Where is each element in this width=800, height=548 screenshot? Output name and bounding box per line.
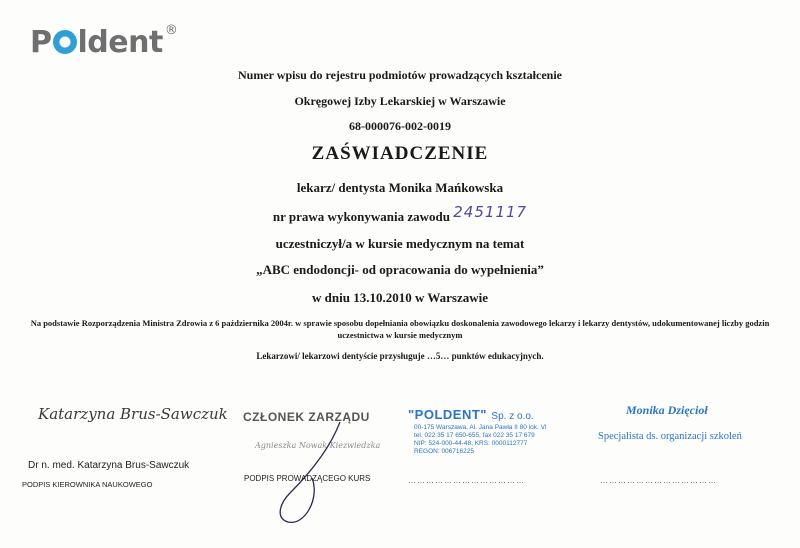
- scientific-director-role: PODPIS KIEROWNIKA NAUKOWEGO: [22, 480, 153, 489]
- poldent-logo: [30, 22, 178, 62]
- certificate-title: ZAŚWIADCZENIE: [311, 143, 489, 164]
- registered-mark: ®: [164, 22, 178, 38]
- education-points: Lekarzowi/ lekarzowi dentyście przysługuje …5… punktów edukacyjnych.: [256, 351, 544, 361]
- company-stamp: [408, 406, 598, 456]
- legal-basis-line-1: Na podstawie Rozporządzenia Ministra Zdrowia z 6 października 2004r. w sprawie sposobu dopełniania obowiązku doskonalenia zawodowego lekarzy i lekarzy dentystów, udokumentowanej liczby godzin: [30, 318, 770, 328]
- logo-o-icon: [53, 30, 77, 54]
- register-line-1: Numer wpisu do rejestru podmiotów prowadzących kształcenie: [238, 68, 562, 82]
- logo-text-end: ldent: [77, 24, 163, 60]
- signature-1: Katarzyna Brus-Sawczuk: [38, 405, 228, 423]
- participant-name: lekarz/ dentysta Monika Mańkowska: [296, 180, 504, 195]
- course-lead-role: PODPIS PROWADZĄCEGO KURS: [244, 474, 371, 483]
- organizer-role: Specjalista ds. organizacji szkoleń: [598, 431, 742, 442]
- register-line-2: Okręgowej Izby Lekarskiej w Warszawie: [294, 94, 506, 108]
- company-regon: REGON: 006716225: [414, 448, 474, 455]
- logo-text-start: P: [30, 24, 52, 60]
- license-label: nr prawa wykonywania zawodu: [272, 209, 451, 224]
- pen-signature: [270, 418, 360, 528]
- company-nip: NIP: 524-000-44-48, KRS: 0000112777: [414, 440, 528, 447]
- board-member-stamp: CZŁONEK ZARZĄDU: [243, 410, 370, 424]
- participation-line: uczestniczył/a w kursie medycznym na temat: [275, 236, 525, 251]
- signature-line-3: …………………………………: [408, 476, 525, 485]
- company-stamp-name: "POLDENT": [408, 407, 487, 422]
- course-date: w dniu 13.10.2010 w Warszawie: [312, 290, 488, 305]
- legal-basis-line-2: uczestnictwa w kursie medycznym: [337, 330, 463, 340]
- company-stamp-header: [408, 406, 598, 424]
- course-title: „ABC endodoncji- od opracowania do wypełnienia”: [256, 262, 544, 277]
- register-number: 68-000076-002-0019: [349, 119, 451, 133]
- company-stamp-suffix: Sp. z o.o.: [491, 411, 534, 422]
- license-line: [0, 203, 800, 225]
- board-member-stamp-name: Agnieszka Nowak-Kiezwiedzka: [255, 441, 381, 450]
- company-phone: tel. 022 35 17 650-655, fax 022 35 17 679: [414, 432, 535, 439]
- company-address: 00-175 Warszawa, Al. Jana Pawła II 80 lok. VI: [414, 424, 547, 431]
- signature-line-4: …………………………………: [600, 476, 717, 485]
- scientific-director-name: Dr n. med. Katarzyna Brus-Sawczuk: [28, 460, 190, 471]
- organizer-name: Monika Dzięcioł: [626, 403, 708, 417]
- license-number: 2451117: [453, 203, 528, 221]
